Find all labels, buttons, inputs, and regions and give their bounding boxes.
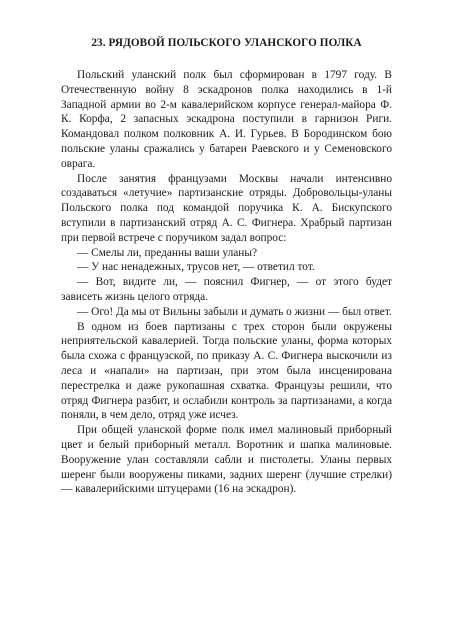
paragraph-partisans: После занятия французами Москвы начали интенсивно создаваться «летучие» партизанские отряды. Добровольцы-уланы Польского полка под командой поручика К. А. Бискупского вступили в партизанский отряд А. С. Фигнера. Храбрый партизан при первой встрече с поручиком задал вопрос:: [61, 172, 392, 244]
dialog-line-1: — Смелы ли, преданны ваши уланы?: [77, 246, 257, 259]
dialog-line-2: — У нас ненадежных, трусов нет, — ответил тот.: [77, 261, 315, 274]
paragraph-uniform: При общей уланской форме полк имел малиновый приборный цвет и белый приборный металл. Воротник и шапка малиновые. Вооружение улан составляли сабли и пистолеты. Уланы первых шеренг были вооружены пиками, задних шеренг (лучшие стрелки) — кавалерийскими штуцерами (16 на эскадрон).: [61, 424, 392, 496]
chapter-title: 23. РЯДОВОЙ ПОЛЬСКОГО УЛАНСКОГО ПОЛКА: [91, 37, 362, 49]
paragraph-history: Польский уланский полк был сформирован в 1797 году. В Отечественную войну 8 эскадронов полка находились в 1-й Западной армии во 2-м кавалерийском корпусе генерал-майора Ф. К. Корфа, 2 запасных эскадрона поступили в гарнизон Риги. Командовал полком полковник А. И. Гурьев. В Бородинском бою польские уланы сражались у батареи Раевского и у Семеновского оврага.: [61, 69, 392, 170]
paragraph-battle: В одном из боев партизаны с трех сторон были окружены неприятельской кавалерией. Тогда польские уланы, форма которых была схожа с французской, по приказу А. С. Фигнера выскочили из леса и «напали» на партизан, при этом была инсценирована перестрелка и даже рукопашная схватка. Французы решили, что отряд Фигнера разбит, и ослабили контроль за партизанами, а когда поняли, в чем дело, отряд уже исчез.: [61, 320, 392, 422]
dialog-line-3: — Вот, видите ли, — пояснил Фигнер, — от этого будет зависеть жизнь целого отряда.: [61, 276, 392, 303]
dialog-line-4: — Ого! Да мы от Вильны забыли и думать о жизни — был ответ.: [77, 305, 392, 318]
document-page: [61, 36, 392, 497]
